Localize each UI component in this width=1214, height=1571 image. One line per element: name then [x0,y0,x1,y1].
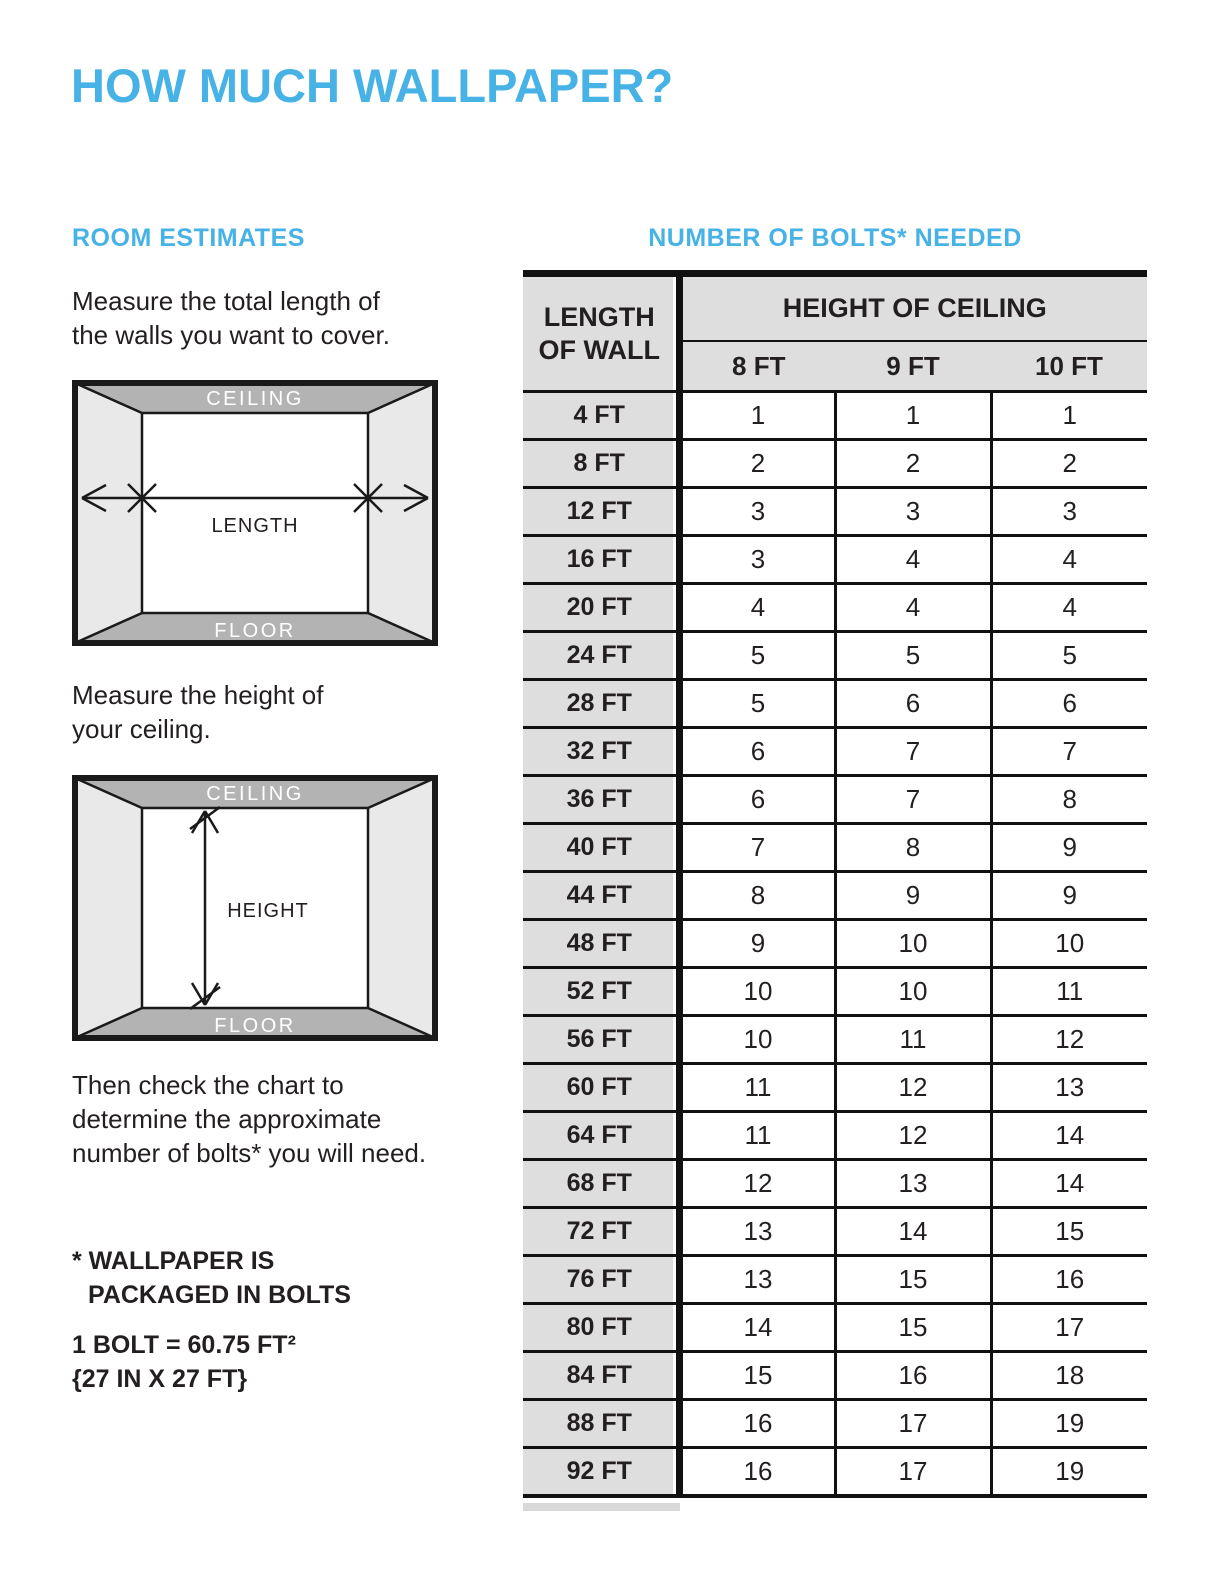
table-row [523,1160,1147,1208]
bolts-needed-table [523,270,1147,1498]
wall-length-label: 72 FT [523,1208,679,1256]
wall-length-label: 84 FT [523,1352,679,1400]
wall-length-label: 48 FT [523,920,679,968]
bolt-count-cell: 9 [835,872,991,920]
text-line: PACKAGED IN BOLTS [88,1281,351,1309]
bolt-count-cell: 12 [991,1016,1147,1064]
table-row [523,632,1147,680]
right-wall [368,380,438,646]
bolt-dimensions-note: {27 IN X 27 FT} [72,1365,248,1393]
room-diagram-length [72,380,438,646]
bolt-count-cell: 6 [991,680,1147,728]
table-row [523,1352,1147,1400]
table-footer-gray-strip [523,1503,680,1511]
bolt-count-cell: 12 [835,1064,991,1112]
bolt-count-cell: 10 [835,920,991,968]
bolt-count-cell: 12 [679,1160,835,1208]
bolt-count-cell: 1 [679,392,835,440]
wall-length-label: 92 FT [523,1448,679,1497]
table-row [523,1112,1147,1160]
bolt-count-cell: 10 [679,1016,835,1064]
bolt-count-cell: 11 [679,1112,835,1160]
bolt-count-cell: 17 [835,1448,991,1497]
text-line: * WALLPAPER IS [72,1247,275,1275]
text-line: determine the approximate [72,1104,382,1134]
instruction-check-chart [72,1068,426,1170]
table-row [523,1016,1147,1064]
wall-length-label: 32 FT [523,728,679,776]
bolt-count-cell: 8 [835,824,991,872]
bolt-count-cell: 14 [991,1112,1147,1160]
bolt-count-cell: 18 [991,1352,1147,1400]
bolt-size-note: 1 BOLT = 60.75 FT² [72,1331,296,1359]
bolt-count-cell: 17 [835,1400,991,1448]
table-row [523,1448,1147,1497]
wall-length-label: 88 FT [523,1400,679,1448]
bolt-count-cell: 1 [991,392,1147,440]
instruction-measure-length [72,284,390,352]
room-diagram-height [72,775,438,1041]
bolt-count-cell: 14 [835,1208,991,1256]
bolt-count-cell: 7 [835,728,991,776]
wall-length-label: 4 FT [523,392,679,440]
table-row [523,680,1147,728]
table-row [523,1400,1147,1448]
bolt-count-cell: 19 [991,1448,1147,1497]
bolt-count-cell: 1 [835,392,991,440]
wall-length-label: 28 FT [523,680,679,728]
bolt-count-cell: 13 [991,1064,1147,1112]
col-header-8ft: 8 FT [679,341,835,392]
wall-length-label: 64 FT [523,1112,679,1160]
table-row [523,1208,1147,1256]
wall-length-label: 80 FT [523,1304,679,1352]
table-row [523,392,1147,440]
wall-length-label: 8 FT [523,440,679,488]
table-row [523,776,1147,824]
wall-length-label: 52 FT [523,968,679,1016]
text-line: your ceiling. [72,714,211,744]
bolt-count-cell: 11 [679,1064,835,1112]
text-line: Then check the chart to [72,1070,344,1100]
table-row [523,488,1147,536]
height-of-ceiling-header: HEIGHT OF CEILING [679,274,1147,342]
bolt-count-cell: 5 [679,680,835,728]
bolt-count-cell: 3 [991,488,1147,536]
bolt-count-cell: 9 [991,824,1147,872]
bolt-count-cell: 3 [835,488,991,536]
bolt-count-cell: 10 [835,968,991,1016]
table-row [523,920,1147,968]
bolt-count-cell: 6 [679,776,835,824]
bolt-count-cell: 4 [835,584,991,632]
text-line: Measure the height of [72,680,324,710]
wall-length-label: 12 FT [523,488,679,536]
bolt-count-cell: 4 [679,584,835,632]
bolt-count-cell: 17 [991,1304,1147,1352]
bolt-count-cell: 4 [835,536,991,584]
text-line: the walls you want to cover. [72,320,390,350]
bolt-count-cell: 11 [991,968,1147,1016]
bolt-count-cell: 3 [679,536,835,584]
height-label: HEIGHT [227,900,309,922]
wall-length-label: 68 FT [523,1160,679,1208]
bolt-count-cell: 19 [991,1400,1147,1448]
ceiling-label: CEILING [206,783,304,805]
bolt-count-cell: 16 [991,1256,1147,1304]
instruction-measure-height [72,678,324,746]
table-row [523,1304,1147,1352]
table-row [523,968,1147,1016]
wall-length-label: 36 FT [523,776,679,824]
wall-length-label: 24 FT [523,632,679,680]
bolt-count-cell: 16 [835,1352,991,1400]
bolt-count-cell: 13 [835,1160,991,1208]
table-row [523,584,1147,632]
bolt-count-cell: 2 [835,440,991,488]
back-wall [142,413,368,613]
bolt-count-cell: 15 [835,1304,991,1352]
floor-label: FLOOR [214,620,296,642]
right-wall [368,775,438,1041]
page-title: HOW MUCH WALLPAPER? [71,59,674,112]
bolt-count-cell: 10 [679,968,835,1016]
table-row [523,1064,1147,1112]
wall-length-label: 40 FT [523,824,679,872]
left-wall [72,775,142,1041]
bolt-count-cell: 2 [679,440,835,488]
text-line: Measure the total length of [72,286,380,316]
col-header-10ft: 10 FT [991,341,1147,392]
bolt-count-cell: 9 [991,872,1147,920]
bolt-count-cell: 11 [835,1016,991,1064]
text-line: number of bolts* you will need. [72,1138,427,1168]
table-row [523,872,1147,920]
bolt-count-cell: 3 [679,488,835,536]
bolt-count-cell: 9 [679,920,835,968]
bolts-table-heading: NUMBER OF BOLTS* NEEDED [648,224,1022,252]
floor-label: FLOOR [214,1015,296,1037]
bolt-count-cell: 7 [835,776,991,824]
wall-length-label: 56 FT [523,1016,679,1064]
bolt-count-cell: 7 [679,824,835,872]
length-label: LENGTH [211,515,299,537]
bolt-count-cell: 5 [679,632,835,680]
table-row [523,728,1147,776]
ceiling-label: CEILING [206,388,304,410]
bolt-count-cell: 6 [835,680,991,728]
bolt-count-cell: 8 [991,776,1147,824]
length-of-wall-header: LENGTH OF WALL [523,274,679,392]
bolt-count-cell: 6 [679,728,835,776]
table-row [523,1256,1147,1304]
wall-length-label: 44 FT [523,872,679,920]
bolt-count-cell: 8 [679,872,835,920]
bolt-count-cell: 16 [679,1448,835,1497]
wall-length-label: 20 FT [523,584,679,632]
wall-length-label: 16 FT [523,536,679,584]
bolt-count-cell: 14 [991,1160,1147,1208]
col-header-9ft: 9 FT [835,341,991,392]
bolt-count-cell: 10 [991,920,1147,968]
bolt-count-cell: 4 [991,584,1147,632]
bolt-count-cell: 15 [835,1256,991,1304]
bolt-count-cell: 4 [991,536,1147,584]
left-wall [72,380,142,646]
bolt-count-cell: 12 [835,1112,991,1160]
wall-length-label: 76 FT [523,1256,679,1304]
bolt-count-cell: 16 [679,1400,835,1448]
wall-length-label: 60 FT [523,1064,679,1112]
bolt-count-cell: 15 [991,1208,1147,1256]
room-estimates-heading: ROOM ESTIMATES [72,224,305,252]
bolt-count-cell: 7 [991,728,1147,776]
table-row [523,536,1147,584]
bolt-count-cell: 14 [679,1304,835,1352]
bolt-count-cell: 13 [679,1208,835,1256]
footnote-wallpaper-bolts [72,1244,351,1312]
table-row [523,440,1147,488]
bolt-count-cell: 5 [991,632,1147,680]
bolt-count-cell: 13 [679,1256,835,1304]
bolt-count-cell: 2 [991,440,1147,488]
bolt-count-cell: 5 [835,632,991,680]
table-row [523,824,1147,872]
bolt-count-cell: 15 [679,1352,835,1400]
